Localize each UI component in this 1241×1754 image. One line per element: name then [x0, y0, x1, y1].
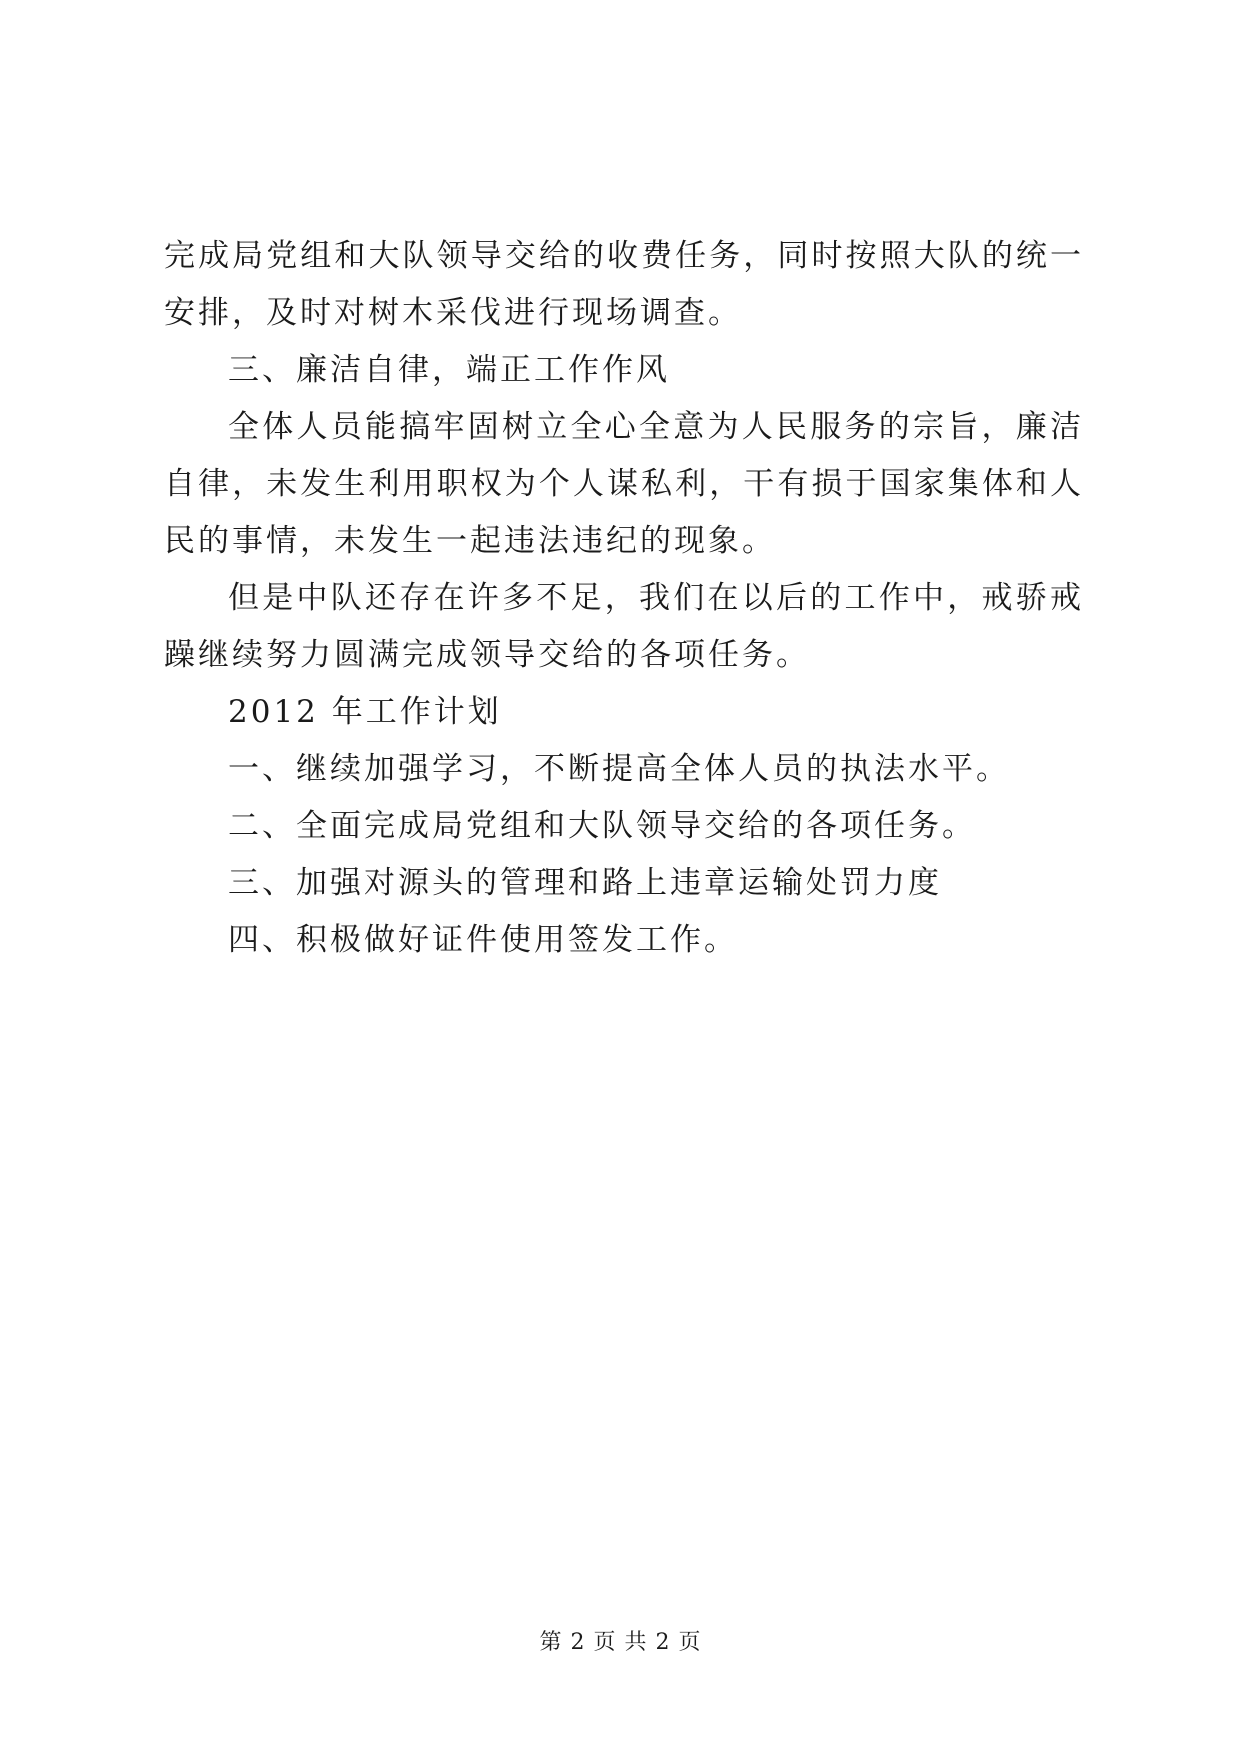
- plan-item-4: 四、积极做好证件使用签发工作。: [228, 922, 738, 958]
- paragraph-shortcomings: 但是中队还存在许多不足，我们在以后的工作中，戒骄戒躁继续努力圆满完成领导交给的各项任务。: [164, 580, 1084, 673]
- paragraph-integrity: 全体人员能搞牢固树立全心全意为人民服务的宗旨，廉洁自律，未发生利用职权为个人谋私利，干有损于国家集体和人民的事情，未发生一起违法违纪的现象。: [164, 409, 1084, 559]
- section-heading-integrity: 三、廉洁自律，端正工作作风: [228, 352, 670, 388]
- document-body: [164, 228, 1084, 969]
- plan-item-2: 二、全面完成局党组和大队领导交给的各项任务。: [228, 808, 976, 844]
- plan-item-3: 三、加强对源头的管理和路上违章运输处罚力度: [228, 865, 942, 901]
- paragraph-continuation: 完成局党组和大队领导交给的收费任务，同时按照大队的统一安排，及时对树木采伐进行现场调查。: [164, 238, 1084, 331]
- plan-heading: 2012 年工作计划: [228, 694, 502, 730]
- page-footer: 第 2 页 共 2 页: [539, 1630, 702, 1655]
- plan-item-1: 一、继续加强学习，不断提高全体人员的执法水平。: [228, 751, 1010, 787]
